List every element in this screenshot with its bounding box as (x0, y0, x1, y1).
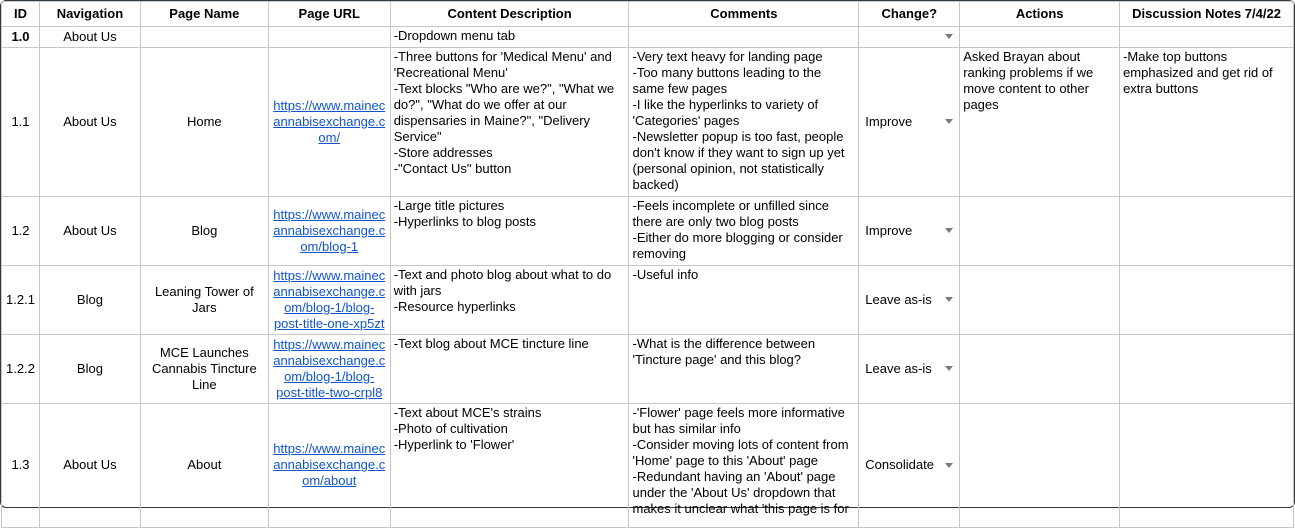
content-line: -Hyperlink to 'Flower' (393, 437, 515, 452)
comment-line: -Either do more blogging or consider removing (632, 230, 843, 261)
content-audit-table (1, 1, 1294, 528)
cell-comments[interactable] (629, 335, 859, 404)
cell-content-description[interactable] (390, 197, 629, 266)
cell-navigation[interactable]: About Us (39, 404, 140, 528)
cell-discussion-notes[interactable] (1120, 197, 1294, 266)
comment-line: -Newsletter popup is too fast, people don't know if they want to sign up yet (personal opinion, not statistically backed) (632, 129, 845, 192)
cell-discussion-notes[interactable]: -Make top buttons emphasized and get rid of extra buttons (1120, 48, 1294, 197)
content-line: -Three buttons for 'Medical Menu' and 'Recreational Menu' (393, 49, 612, 80)
change-value: Leave as-is (865, 360, 932, 376)
cell-navigation[interactable]: About Us (39, 27, 140, 48)
page-url-link[interactable]: https://www.mainecannabisexchange.com/blog-1 (273, 206, 386, 254)
header-comments[interactable]: Comments (629, 2, 859, 27)
chevron-down-icon[interactable] (945, 34, 953, 39)
cell-page-url[interactable] (268, 335, 390, 404)
content-line: -Dropdown menu tab (393, 28, 516, 43)
chevron-down-icon[interactable] (945, 297, 953, 302)
cell-comments[interactable] (629, 266, 859, 335)
header-navigation[interactable]: Navigation (39, 2, 140, 27)
cell-change-dropdown[interactable] (859, 197, 960, 266)
page-url-link[interactable]: https://www.mainecannabisexchange.com/ (273, 97, 386, 145)
content-line: -Hyperlinks to blog posts (393, 214, 537, 229)
cell-navigation[interactable]: Blog (39, 335, 140, 404)
cell-navigation[interactable]: Blog (39, 266, 140, 335)
header-page-url[interactable]: Page URL (268, 2, 390, 27)
comment-line: -'Flower' page feels more informative but has similar info (632, 405, 845, 436)
cell-change-dropdown[interactable] (859, 404, 960, 528)
cell-id[interactable]: 1.2.1 (2, 266, 40, 335)
table-row (2, 197, 1294, 266)
cell-id[interactable]: 1.1 (2, 48, 40, 197)
header-discussion-notes[interactable]: Discussion Notes 7/4/22 (1120, 2, 1294, 27)
cell-comments[interactable] (629, 197, 859, 266)
header-content-description[interactable]: Content Description (390, 2, 629, 27)
cell-page-name[interactable]: Leaning Tower of Jars (140, 266, 268, 335)
cell-navigation[interactable]: About Us (39, 48, 140, 197)
chevron-down-icon[interactable] (945, 366, 953, 371)
table-row (2, 404, 1294, 528)
cell-content-description[interactable] (390, 404, 629, 528)
chevron-down-icon[interactable] (945, 119, 953, 124)
cell-page-url[interactable] (268, 197, 390, 266)
cell-discussion-notes[interactable] (1120, 27, 1294, 48)
comment-line: -Very text heavy for landing page (632, 49, 823, 64)
cell-discussion-notes[interactable] (1120, 335, 1294, 404)
table-row (2, 335, 1294, 404)
cell-actions[interactable] (960, 335, 1120, 404)
content-line: -Resource hyperlinks (393, 299, 516, 314)
cell-page-url[interactable] (268, 27, 390, 48)
content-line: -Text blocks "Who are we?", "What we do?", "What do we offer at our dispensaries in Maine?", "Delivery Service" (393, 81, 615, 144)
page-url-link[interactable]: https://www.mainecannabisexchange.com/blog-1/blog-post-title-one-xp5zt (273, 267, 386, 331)
cell-actions[interactable] (960, 27, 1120, 48)
cell-content-description[interactable] (390, 27, 629, 48)
comment-line: -What is the difference between 'Tincture page' and this blog? (632, 336, 816, 367)
cell-change-dropdown[interactable] (859, 335, 960, 404)
header-id[interactable]: ID (2, 2, 40, 27)
cell-content-description[interactable] (390, 335, 629, 404)
cell-comments[interactable] (629, 48, 859, 197)
content-line: -Large title pictures (393, 198, 505, 213)
page-url-link[interactable]: https://www.mainecannabisexchange.com/blog-1/blog-post-title-two-crpl8 (273, 336, 386, 400)
comment-line: -Redundant having an 'About' page under the 'About Us' dropdown that makes it unclear what 'this page is for (632, 469, 849, 516)
cell-comments[interactable] (629, 27, 859, 48)
cell-page-url[interactable] (268, 266, 390, 335)
change-value: Improve (865, 113, 913, 129)
header-actions[interactable]: Actions (960, 2, 1120, 27)
cell-page-name[interactable]: MCE Launches Cannabis Tincture Line (140, 335, 268, 404)
cell-content-description[interactable] (390, 266, 629, 335)
change-value: Consolidate (865, 457, 934, 472)
comment-line: -Consider moving lots of content from 'Home' page to this 'About' page (632, 437, 849, 468)
cell-actions[interactable]: Asked Brayan about ranking problems if we move content to other pages (960, 48, 1120, 197)
cell-content-description[interactable] (390, 48, 629, 197)
cell-comments[interactable] (629, 404, 859, 528)
cell-id[interactable]: 1.2 (2, 197, 40, 266)
header-change[interactable]: Change? (859, 2, 960, 27)
table-row (2, 48, 1294, 197)
cell-page-url[interactable] (268, 404, 390, 528)
change-value: Improve (865, 222, 913, 238)
content-line: -Text and photo blog about what to do with jars (393, 267, 612, 298)
chevron-down-icon[interactable] (945, 463, 953, 468)
cell-page-name[interactable]: Blog (140, 197, 268, 266)
comment-line: -Useful info (632, 267, 699, 282)
table-row (2, 266, 1294, 335)
cell-id[interactable]: 1.0 (2, 27, 40, 48)
content-line: -Text about MCE's strains (393, 405, 542, 420)
header-page-name[interactable]: Page Name (140, 2, 268, 27)
content-line: -Photo of cultivation (393, 421, 508, 436)
comment-line: -Feels incomplete or unfilled since there are only two blog posts (632, 198, 830, 229)
cell-actions[interactable] (960, 404, 1120, 528)
cell-page-name[interactable] (140, 27, 268, 48)
cell-change-dropdown[interactable] (859, 266, 960, 335)
chevron-down-icon[interactable] (945, 228, 953, 233)
cell-discussion-notes[interactable] (1120, 266, 1294, 335)
cell-page-name[interactable]: Home (140, 48, 268, 197)
comment-line: -Too many buttons leading to the same few pages (632, 65, 822, 96)
table-row (2, 27, 1294, 48)
page-url-link[interactable]: https://www.mainecannabisexchange.com/about (273, 441, 386, 488)
header-row (2, 2, 1294, 27)
cell-page-name[interactable]: About (140, 404, 268, 528)
cell-change-dropdown[interactable] (859, 48, 960, 197)
change-value: Leave as-is (865, 291, 932, 307)
cell-change-dropdown[interactable] (859, 27, 960, 48)
cell-navigation[interactable]: About Us (39, 197, 140, 266)
cell-page-url[interactable] (268, 48, 390, 197)
content-line: -Store addresses (393, 145, 493, 160)
cell-id[interactable]: 1.3 (2, 404, 40, 528)
content-line: -"Contact Us" button (393, 161, 512, 176)
cell-id[interactable]: 1.2.2 (2, 335, 40, 404)
cell-actions[interactable] (960, 266, 1120, 335)
comment-line: -I like the hyperlinks to variety of 'Categories' pages (632, 97, 819, 128)
cell-discussion-notes[interactable] (1120, 404, 1294, 528)
cell-actions[interactable] (960, 197, 1120, 266)
content-line: -Text blog about MCE tincture line (393, 336, 589, 351)
